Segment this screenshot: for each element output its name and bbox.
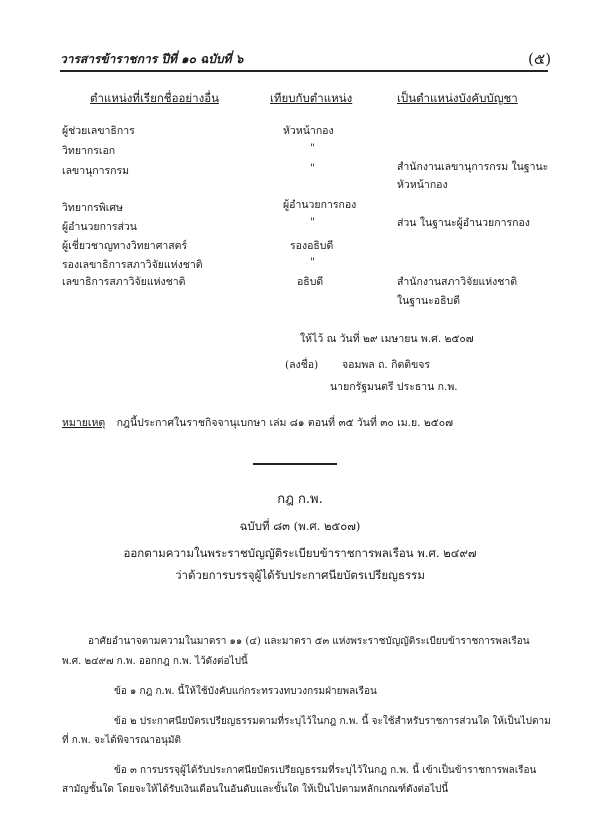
row-name: รองเลขาธิการสภาวิจัยแห่งชาติ: [62, 259, 203, 271]
note: [62, 414, 453, 431]
row-equivalent: ผู้อำนวยการกอง: [283, 199, 357, 211]
paragraph-clause-2-cont: ที่ ก.พ. จะได้พิจารณาอนุมัติ: [62, 735, 181, 746]
row-command: สำนักงานเลขานุการกรม ในฐานะ: [397, 161, 549, 173]
row-equivalent: ": [310, 256, 315, 268]
row-name: วิทยากรเอก: [62, 145, 116, 157]
row-command: ส่วน ในฐานะผู้อำนวยการกอง: [397, 217, 530, 229]
row-name: เลขาธิการสภาวิจัยแห่งชาติ: [62, 276, 186, 288]
paragraph-clause-1: ข้อ ๑ กฎ ก.พ. นี้ให้ใช้บังคับแก่กระทรวงทบวงกรมฝ่ายพลเรือน: [114, 686, 377, 697]
rule-subtitle-2: ว่าด้วยการบรรจุผู้ได้รับประกาศนียบัตรเปรียญธรรม: [175, 568, 425, 582]
row-name: ผู้อำนวยการส่วน: [62, 221, 137, 233]
row-equivalent: ": [310, 162, 315, 174]
rule-subtitle-1: ออกตามความในพระราชบัญญัติระเบียบข้าราชการพลเรือน พ.ศ. ๒๔๙๗: [123, 546, 477, 560]
col-header-name: ตำแหน่งที่เรียกชื่ออย่างอื่น: [90, 91, 219, 105]
signer-name: จอมพล ถ. กิตติขจร: [342, 359, 431, 371]
paragraph-clause-3-cont: สามัญชั้นใด โดยจะให้ได้รับเงินเดือนในอันดับและขั้นใด ให้เป็นไปตามหลักเกณฑ์ดังต่อไปนี้: [62, 784, 449, 795]
paragraph-preamble-cont: พ.ศ. ๒๔๙๗ ก.พ. ออกกฎ ก.พ. ไว้ดังต่อไปนี้: [62, 656, 248, 667]
row-command: สำนักงานสภาวิจัยแห่งชาติ: [397, 276, 518, 288]
row-equivalent: หัวหน้ากอง: [283, 125, 334, 137]
rule-title: กฎ ก.พ.: [277, 492, 323, 507]
row-equivalent: อธิบดี: [297, 276, 324, 288]
signer-position: นายกรัฐมนตรี ประธาน ก.พ.: [330, 381, 458, 393]
note-text: กฎนี้ประกาศในราชกิจจานุเบกษา เล่ม ๘๑ ตอนที่ ๓๕ วันที่ ๓๐ เม.ย. ๒๕๐๗: [116, 417, 454, 429]
row-name: วิทยากรพิเศษ: [62, 202, 123, 214]
rule-number: ฉบับที่ ๘๓ (พ.ศ. ๒๕๐๗): [239, 519, 361, 533]
signed-label: (ลงชื่อ): [285, 359, 319, 371]
signing-date: ให้ไว้ ณ วันที่ ๒๙ เมษายน พ.ศ. ๒๕๐๗: [300, 333, 474, 345]
row-command-cont: ในฐานะอธิบดี: [397, 295, 461, 307]
paragraph-clause-3: ข้อ ๓ การบรรจุผู้ได้รับประกาศนียบัตรเปรียญธรรมที่ระบุไว้ในกฎ ก.พ. นี้ เข้าเป็นข้าราชการพลเรือน: [114, 765, 537, 776]
col-header-command: เป็นตำแหน่งบังคับบัญชา: [397, 91, 518, 105]
section-divider: [253, 463, 337, 465]
row-equivalent: ": [310, 142, 315, 154]
page-number: (๕): [528, 50, 552, 68]
note-label: หมายเหตุ: [62, 417, 106, 429]
header-rule: [60, 70, 548, 72]
row-name: เลขานุการกรม: [62, 165, 130, 177]
row-command-cont: หัวหน้ากอง: [397, 179, 448, 191]
col-header-equivalent: เทียบกับตำแหน่ง: [270, 91, 353, 105]
row-equivalent: ": [310, 216, 315, 228]
paragraph-clause-2: ข้อ ๒ ประกาศนียบัตรเปรียญธรรมตามที่ระบุไว้ในกฎ ก.พ. นี้ จะใช้สำหรับราชการส่วนใด ให้เป็นไปตาม: [114, 716, 551, 727]
row-equivalent: รองอธิบดี: [290, 240, 334, 252]
row-name: ผู้เชี่ยวชาญทางวิทยาศาสตร์: [62, 240, 188, 252]
paragraph-preamble: อาศัยอำนาจตามความในมาตรา ๑๑ (๔) และมาตรา ๕๓ แห่งพระราชบัญญัติระเบียบข้าราชการพลเรือน: [88, 636, 530, 647]
journal-header: วารสารข้าราชการ ปีที่ ๑๐ ฉบับที่ ๖: [60, 52, 244, 66]
row-name: ผู้ช่วยเลขาธิการ: [62, 125, 135, 137]
